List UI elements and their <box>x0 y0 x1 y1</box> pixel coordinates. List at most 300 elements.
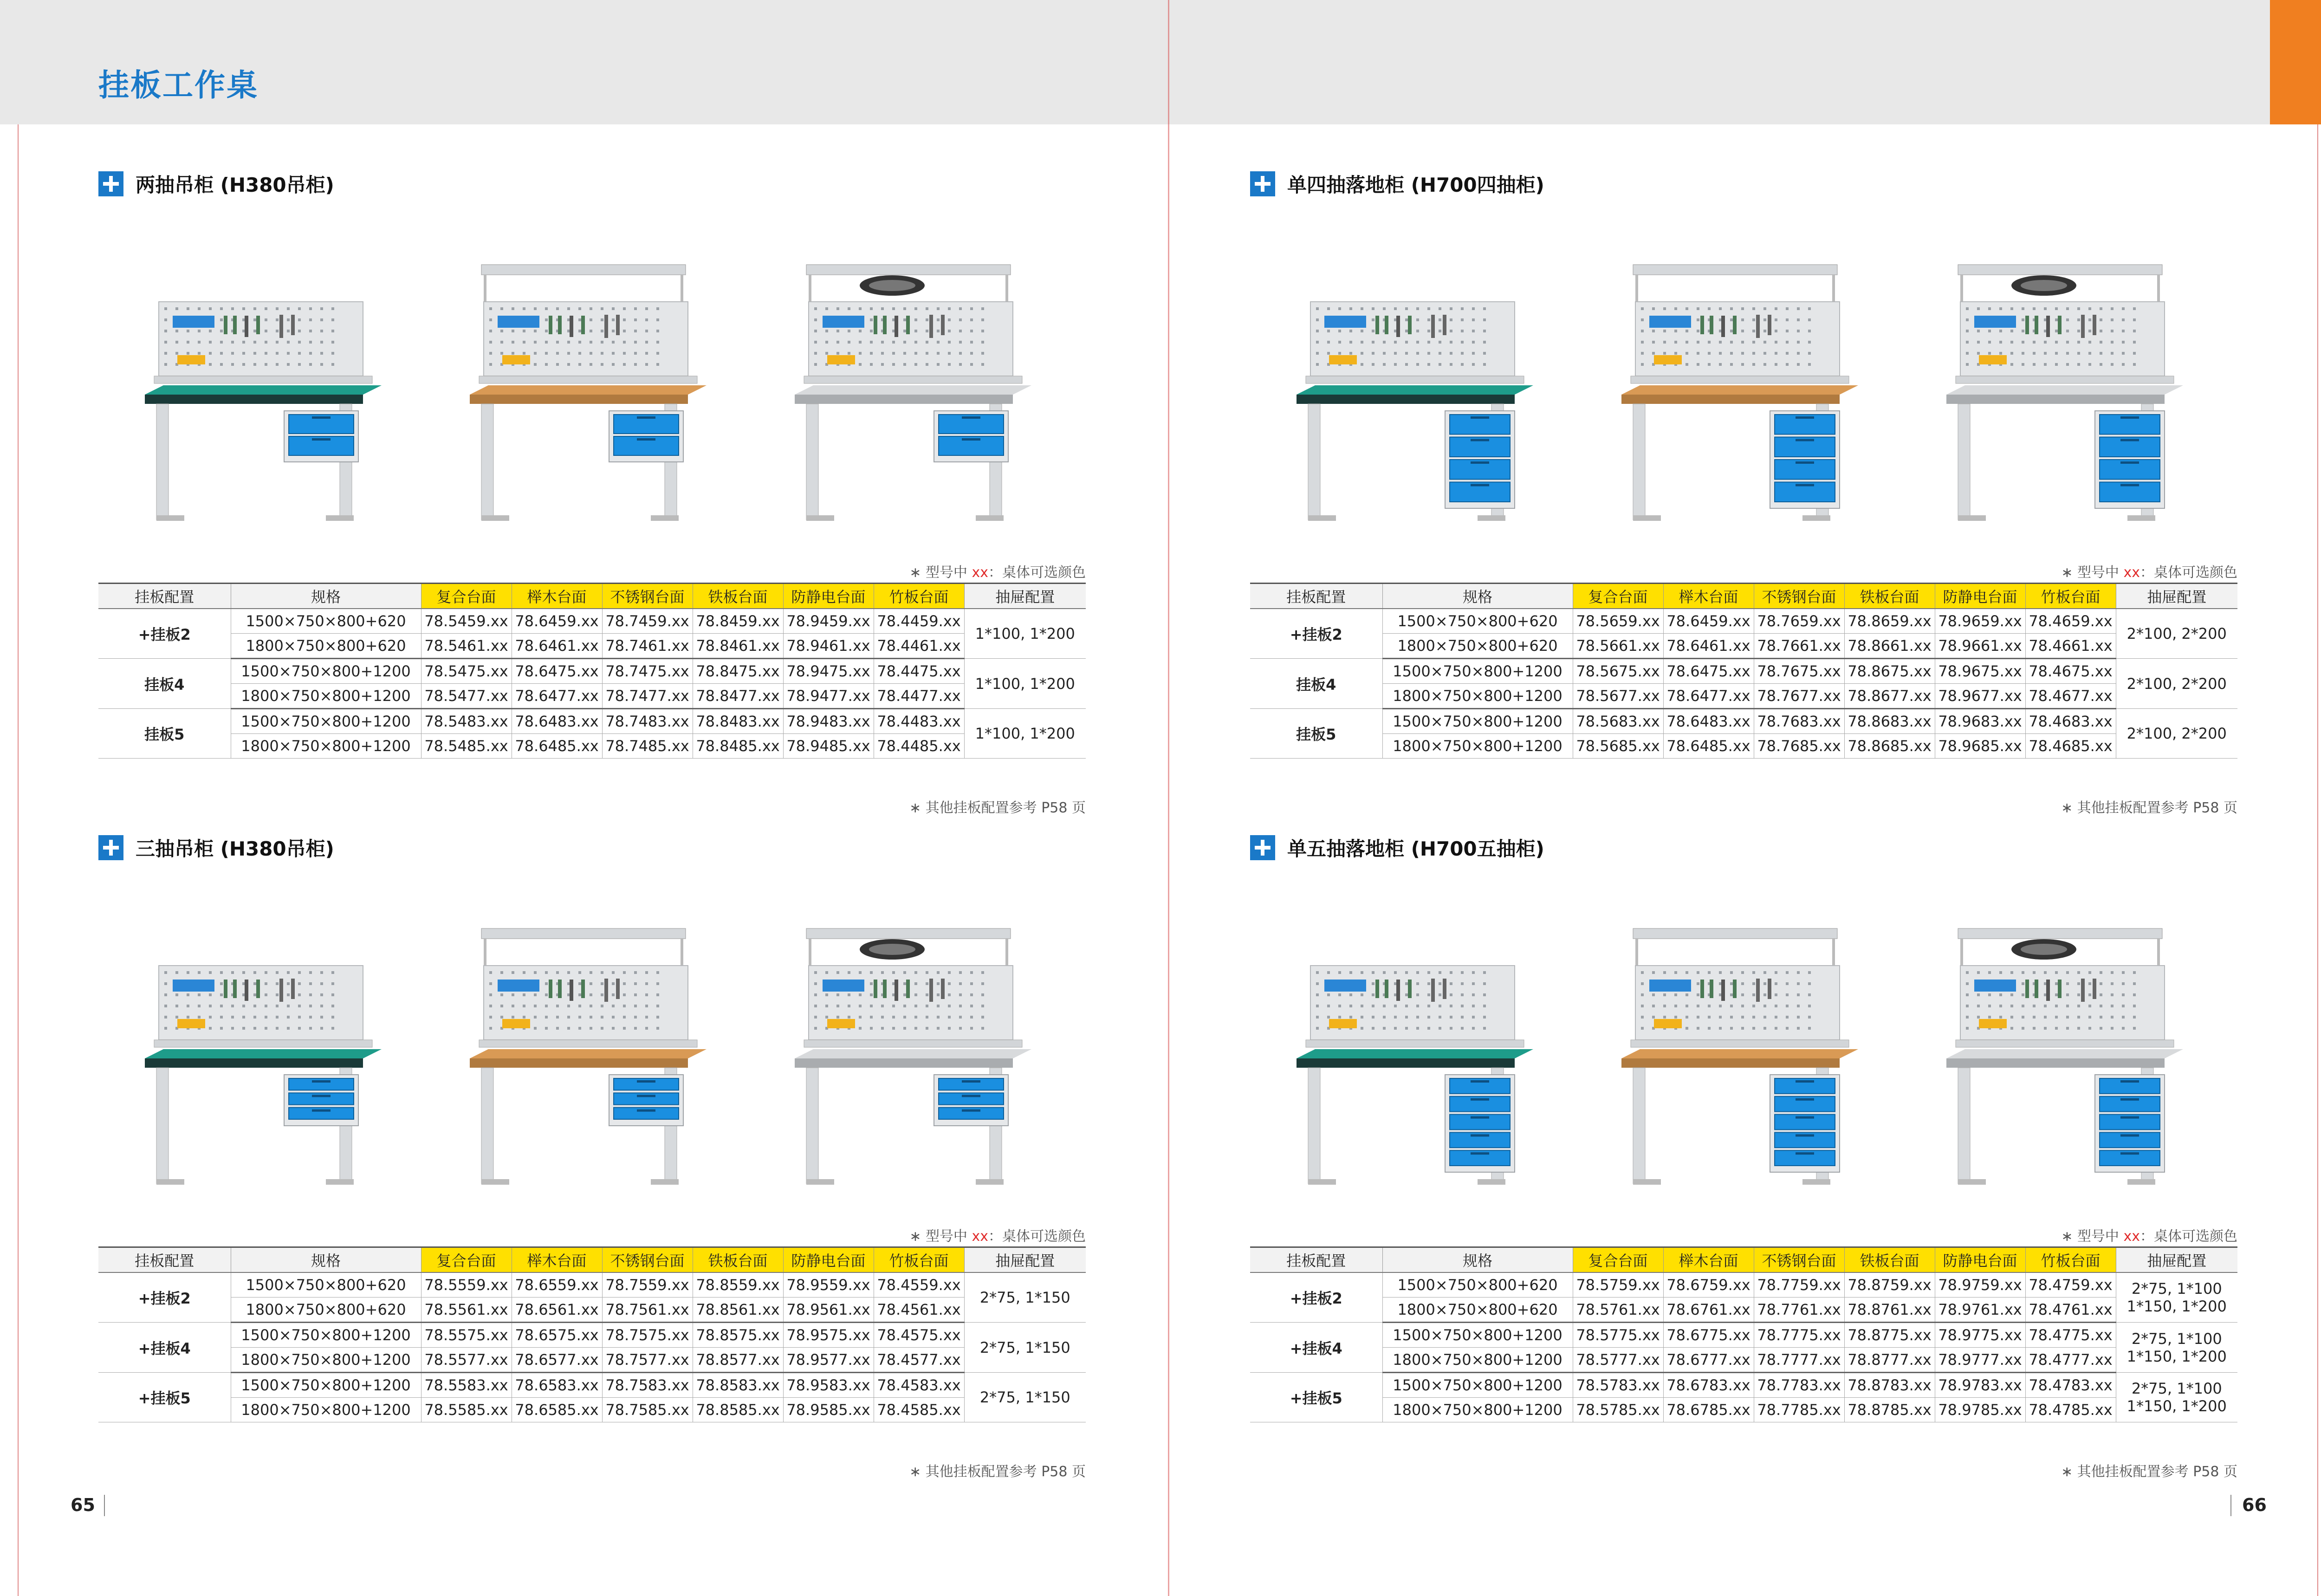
model-code-cell: 78.7475.xx <box>602 659 693 684</box>
model-code-cell: 78.7561.xx <box>602 1298 693 1323</box>
note-prefix: 型号中 <box>925 1228 967 1245</box>
model-code-cell: 78.4483.xx <box>874 709 964 734</box>
model-code-cell: 78.4659.xx <box>2025 609 2116 634</box>
model-code-cell: 78.5785.xx <box>1573 1398 1663 1422</box>
section-title: 单五抽落地柜 (H700五抽柜) <box>1287 837 1544 860</box>
model-code-cell: 78.8461.xx <box>693 634 783 659</box>
note-xx: xx <box>972 564 988 581</box>
spec-table <box>98 583 1086 759</box>
model-code-cell: 78.6575.xx <box>512 1323 602 1348</box>
model-code-cell: 78.5683.xx <box>1573 709 1663 734</box>
note-suffix: ：桌体可选颜色 <box>988 1228 1086 1245</box>
column-header: 复合台面 <box>421 1247 512 1273</box>
model-code-cell: 78.9459.xx <box>783 609 874 634</box>
table-row <box>98 609 1086 634</box>
reference-text: 其他挂板配置参考 P58 页 <box>2077 1464 2237 1480</box>
note-xx: xx <box>972 1228 988 1245</box>
spec-table <box>1250 1246 2237 1422</box>
model-code-cell: 78.8577.xx <box>693 1348 783 1373</box>
drawer-config-cell: 2*75, 1*100 1*150, 1*200 <box>2116 1272 2237 1323</box>
model-code-cell: 78.6475.xx <box>512 659 602 684</box>
model-code-cell: 78.6585.xx <box>512 1398 602 1422</box>
model-code-cell: 78.5475.xx <box>421 659 512 684</box>
table-row <box>1250 659 2237 684</box>
model-code-cell: 78.7783.xx <box>1754 1373 1844 1398</box>
model-code-cell: 78.5685.xx <box>1573 734 1663 759</box>
spec-cell: 1500×750×800+620 <box>231 1272 421 1298</box>
model-code-cell: 78.9585.xx <box>783 1398 874 1422</box>
page-frame-right <box>2317 124 2318 1596</box>
model-code-cell: 78.4775.xx <box>2025 1323 2116 1348</box>
model-code-cell: 78.9677.xx <box>1935 684 2025 709</box>
model-code-cell: 78.7759.xx <box>1754 1272 1844 1298</box>
model-code-cell: 78.4759.xx <box>2025 1272 2116 1298</box>
spec-cell: 1500×750×800+620 <box>231 609 421 634</box>
model-code-cell: 78.5775.xx <box>1573 1323 1663 1348</box>
model-code-cell: 78.8475.xx <box>693 659 783 684</box>
plus-icon <box>1250 171 1275 196</box>
drawer-config-cell: 1*100, 1*200 <box>964 709 1086 759</box>
column-header: 抽屉配置 <box>964 584 1086 609</box>
spec-cell: 1500×750×800+620 <box>1382 1272 1573 1298</box>
model-code-cell: 78.7785.xx <box>1754 1398 1844 1422</box>
table-row <box>1250 1323 2237 1348</box>
model-code-cell: 78.5561.xx <box>421 1298 512 1323</box>
model-code-cell: 78.7559.xx <box>602 1272 693 1298</box>
model-code-cell: 78.5575.xx <box>421 1323 512 1348</box>
table-row <box>98 1348 1086 1373</box>
model-code-cell: 78.7661.xx <box>1754 634 1844 659</box>
model-code-cell: 78.7575.xx <box>602 1323 693 1348</box>
model-code-cell: 78.4559.xx <box>874 1272 964 1298</box>
workbench-image-steel-top <box>1932 905 2192 1202</box>
model-code-cell: 78.6761.xx <box>1663 1298 1754 1323</box>
model-code-cell: 78.4485.xx <box>874 734 964 759</box>
column-header: 不锈钢台面 <box>1754 584 1844 609</box>
column-header: 榉木台面 <box>1663 584 1754 609</box>
model-code-cell: 78.6577.xx <box>512 1348 602 1373</box>
panel-config-cell: +挂板5 <box>1250 1373 1382 1422</box>
model-code-cell: 78.6483.xx <box>512 709 602 734</box>
model-code-cell: 78.8585.xx <box>693 1398 783 1422</box>
drawer-config-cell: 2*100, 2*200 <box>2116 709 2237 759</box>
plus-icon <box>98 835 123 860</box>
column-header: 竹板台面 <box>2025 1247 2116 1273</box>
column-header: 铁板台面 <box>693 1247 783 1273</box>
model-code-cell: 78.8561.xx <box>693 1298 783 1323</box>
spec-cell: 1800×750×800+1200 <box>231 734 421 759</box>
model-code-cell: 78.5661.xx <box>1573 634 1663 659</box>
model-code-cell: 78.9777.xx <box>1935 1348 2025 1373</box>
model-code-cell: 78.8661.xx <box>1844 634 1935 659</box>
note-prefix: 型号中 <box>2077 1228 2119 1245</box>
table-row <box>98 659 1086 684</box>
model-code-cell: 78.4583.xx <box>874 1373 964 1398</box>
workbench-image-beech-top <box>1608 905 1867 1202</box>
section-title: 两抽吊柜 (H380吊柜) <box>136 174 334 196</box>
panel-config-cell: 挂板4 <box>98 659 231 709</box>
page-spine <box>1168 0 1169 1596</box>
model-code-cell: 78.9461.xx <box>783 634 874 659</box>
section-heading <box>98 169 334 198</box>
spec-cell: 1800×750×800+1200 <box>231 1398 421 1422</box>
model-code-cell: 78.9559.xx <box>783 1272 874 1298</box>
model-code-cell: 78.6475.xx <box>1663 659 1754 684</box>
table-header-row <box>1250 584 2237 609</box>
table-row <box>98 684 1086 709</box>
column-header: 复合台面 <box>421 584 512 609</box>
model-code-cell: 78.7477.xx <box>602 684 693 709</box>
panel-config-cell: 挂板4 <box>1250 659 1382 709</box>
note-prefix: 型号中 <box>2077 564 2119 581</box>
model-code-cell: 78.8683.xx <box>1844 709 1935 734</box>
table-row <box>1250 709 2237 734</box>
model-code-cell: 78.9683.xx <box>1935 709 2025 734</box>
panel-config-cell: +挂板2 <box>98 609 231 659</box>
section-heading <box>1250 169 1544 198</box>
table-row <box>98 634 1086 659</box>
column-header: 复合台面 <box>1573 1247 1663 1273</box>
model-code-cell: 78.8677.xx <box>1844 684 1935 709</box>
model-code-cell: 78.9685.xx <box>1935 734 2025 759</box>
model-code-cell: 78.7761.xx <box>1754 1298 1844 1323</box>
model-code-cell: 78.6477.xx <box>1663 684 1754 709</box>
note-bullet: ∗ <box>909 1464 921 1480</box>
model-code-cell: 78.9675.xx <box>1935 659 2025 684</box>
column-header: 挂板配置 <box>98 1247 231 1273</box>
table-row <box>98 734 1086 759</box>
panel-config-cell: +挂板2 <box>1250 609 1382 659</box>
column-header: 榉木台面 <box>1663 1247 1754 1273</box>
column-header: 挂板配置 <box>1250 584 1382 609</box>
spec-cell: 1500×750×800+1200 <box>1382 659 1573 684</box>
model-code-cell: 78.7459.xx <box>602 609 693 634</box>
panel-config-cell: +挂板4 <box>98 1323 231 1373</box>
model-code-cell: 78.8459.xx <box>693 609 783 634</box>
section-title: 单四抽落地柜 (H700四抽柜) <box>1287 174 1544 196</box>
model-code-cell: 78.8775.xx <box>1844 1323 1935 1348</box>
model-code-cell: 78.6461.xx <box>512 634 602 659</box>
reference-text: 其他挂板配置参考 P58 页 <box>925 1464 1086 1480</box>
table-row <box>1250 1373 2237 1398</box>
model-code-cell: 78.5585.xx <box>421 1398 512 1422</box>
column-header: 榉木台面 <box>512 584 602 609</box>
column-header: 规格 <box>231 584 421 609</box>
panel-config-cell: +挂板2 <box>98 1272 231 1323</box>
table-row <box>1250 684 2237 709</box>
model-code-cell: 78.7585.xx <box>602 1398 693 1422</box>
model-code-cell: 78.6485.xx <box>1663 734 1754 759</box>
column-header: 抽屉配置 <box>2116 1247 2237 1273</box>
color-option-note <box>909 1225 1086 1245</box>
drawer-config-cell: 2*75, 1*150 <box>964 1373 1086 1422</box>
model-code-cell: 78.4477.xx <box>874 684 964 709</box>
model-code-cell: 78.4675.xx <box>2025 659 2116 684</box>
column-header: 不锈钢台面 <box>602 584 693 609</box>
drawer-config-cell: 2*75, 1*150 <box>964 1323 1086 1373</box>
column-header: 榉木台面 <box>512 1247 602 1273</box>
model-code-cell: 78.5761.xx <box>1573 1298 1663 1323</box>
drawer-config-cell: 1*100, 1*200 <box>964 609 1086 659</box>
drawer-config-cell: 2*75, 1*100 1*150, 1*200 <box>2116 1373 2237 1422</box>
table-row <box>98 1373 1086 1398</box>
spec-table <box>1250 583 2237 759</box>
spec-cell: 1800×750×800+620 <box>231 634 421 659</box>
model-code-cell: 78.5759.xx <box>1573 1272 1663 1298</box>
column-header: 抽屉配置 <box>2116 584 2237 609</box>
spec-cell: 1800×750×800+620 <box>1382 634 1573 659</box>
column-header: 防静电台面 <box>1935 584 2025 609</box>
spec-cell: 1800×750×800+620 <box>231 1298 421 1323</box>
reference-note <box>2061 1460 2237 1480</box>
model-code-cell: 78.9761.xx <box>1935 1298 2025 1323</box>
page-frame-left <box>18 124 19 1596</box>
model-code-cell: 78.7775.xx <box>1754 1323 1844 1348</box>
model-code-cell: 78.7677.xx <box>1754 684 1844 709</box>
model-code-cell: 78.4677.xx <box>2025 684 2116 709</box>
panel-config-cell: +挂板2 <box>1250 1272 1382 1323</box>
model-code-cell: 78.9485.xx <box>783 734 874 759</box>
model-code-cell: 78.6459.xx <box>1663 609 1754 634</box>
reference-note <box>909 1460 1086 1480</box>
spec-cell: 1500×750×800+1200 <box>231 659 421 684</box>
model-code-cell: 78.5583.xx <box>421 1373 512 1398</box>
table-row <box>1250 1298 2237 1323</box>
model-code-cell: 78.5559.xx <box>421 1272 512 1298</box>
spec-cell: 1500×750×800+1200 <box>231 709 421 734</box>
note-bullet: ∗ <box>2061 564 2073 581</box>
color-option-note <box>2061 1225 2237 1245</box>
model-code-cell: 78.8759.xx <box>1844 1272 1935 1298</box>
panel-config-cell: 挂板5 <box>98 709 231 759</box>
drawer-config-cell: 2*75, 1*100 1*150, 1*200 <box>2116 1323 2237 1373</box>
model-code-cell: 78.5675.xx <box>1573 659 1663 684</box>
model-code-cell: 78.9583.xx <box>783 1373 874 1398</box>
note-bullet: ∗ <box>909 1228 921 1245</box>
column-header: 挂板配置 <box>98 584 231 609</box>
column-header: 规格 <box>1382 1247 1573 1273</box>
reference-text: 其他挂板配置参考 P58 页 <box>925 800 1086 816</box>
drawer-config-cell: 2*100, 2*200 <box>2116 659 2237 709</box>
column-header: 规格 <box>1382 584 1573 609</box>
column-header: 竹板台面 <box>2025 584 2116 609</box>
note-suffix: ：桌体可选颜色 <box>2140 1228 2237 1245</box>
model-code-cell: 78.6785.xx <box>1663 1398 1754 1422</box>
column-header: 防静电台面 <box>783 584 874 609</box>
workbench-image-composite-top <box>1283 905 1543 1202</box>
model-code-cell: 78.7583.xx <box>602 1373 693 1398</box>
spec-table <box>98 1246 1086 1422</box>
model-code-cell: 78.5577.xx <box>421 1348 512 1373</box>
workbench-image-beech-top <box>1608 241 1867 538</box>
model-code-cell: 78.8685.xx <box>1844 734 1935 759</box>
model-code-cell: 78.6783.xx <box>1663 1373 1754 1398</box>
table-row <box>98 1298 1086 1323</box>
spec-cell: 1800×750×800+1200 <box>1382 734 1573 759</box>
section-heading <box>1250 833 1544 862</box>
model-code-cell: 78.4661.xx <box>2025 634 2116 659</box>
spec-cell: 1800×750×800+1200 <box>1382 1398 1573 1422</box>
note-bullet: ∗ <box>2061 1228 2073 1245</box>
model-code-cell: 78.5659.xx <box>1573 609 1663 634</box>
column-header: 复合台面 <box>1573 584 1663 609</box>
model-code-cell: 78.8785.xx <box>1844 1398 1935 1422</box>
column-header: 规格 <box>231 1247 421 1273</box>
model-code-cell: 78.5461.xx <box>421 634 512 659</box>
spec-cell: 1500×750×800+1200 <box>1382 1373 1573 1398</box>
note-xx: xx <box>2123 1228 2140 1245</box>
table-header-row <box>1250 1247 2237 1273</box>
model-code-cell: 78.4459.xx <box>874 609 964 634</box>
section-heading <box>98 833 334 862</box>
model-code-cell: 78.9661.xx <box>1935 634 2025 659</box>
workbench-image-beech-top <box>456 905 716 1202</box>
table-row <box>98 1323 1086 1348</box>
model-code-cell: 78.7485.xx <box>602 734 693 759</box>
column-header: 防静电台面 <box>1935 1247 2025 1273</box>
column-header: 铁板台面 <box>1844 1247 1935 1273</box>
model-code-cell: 78.9783.xx <box>1935 1373 2025 1398</box>
spec-cell: 1800×750×800+1200 <box>1382 684 1573 709</box>
note-bullet: ∗ <box>2061 1464 2073 1480</box>
plus-icon <box>1250 835 1275 860</box>
model-code-cell: 78.7777.xx <box>1754 1348 1844 1373</box>
table-row <box>1250 634 2237 659</box>
drawer-config-cell: 2*100, 2*200 <box>2116 609 2237 659</box>
model-code-cell: 78.6561.xx <box>512 1298 602 1323</box>
model-code-cell: 78.9561.xx <box>783 1298 874 1323</box>
model-code-cell: 78.6759.xx <box>1663 1272 1754 1298</box>
workbench-image-composite-top <box>131 241 391 538</box>
model-code-cell: 78.5485.xx <box>421 734 512 759</box>
note-bullet: ∗ <box>909 800 921 816</box>
plus-icon <box>98 171 123 196</box>
note-bullet: ∗ <box>909 564 921 581</box>
model-code-cell: 78.6775.xx <box>1663 1323 1754 1348</box>
workbench-image-beech-top <box>456 241 716 538</box>
model-code-cell: 78.7461.xx <box>602 634 693 659</box>
model-code-cell: 78.4761.xx <box>2025 1298 2116 1323</box>
spec-cell: 1500×750×800+1200 <box>1382 1323 1573 1348</box>
model-code-cell: 78.9785.xx <box>1935 1398 2025 1422</box>
page-number-divider <box>104 1495 105 1516</box>
model-code-cell: 78.6483.xx <box>1663 709 1754 734</box>
model-code-cell: 78.9477.xx <box>783 684 874 709</box>
model-code-cell: 78.4683.xx <box>2025 709 2116 734</box>
page-number-left: 65 <box>71 1495 95 1515</box>
model-code-cell: 78.7483.xx <box>602 709 693 734</box>
panel-config-cell: 挂板5 <box>1250 709 1382 759</box>
table-row <box>1250 1348 2237 1373</box>
model-code-cell: 78.8477.xx <box>693 684 783 709</box>
table-row <box>1250 1272 2237 1298</box>
orange-corner-tab <box>2270 0 2321 124</box>
column-header: 挂板配置 <box>1250 1247 1382 1273</box>
model-code-cell: 78.8575.xx <box>693 1323 783 1348</box>
model-code-cell: 78.5677.xx <box>1573 684 1663 709</box>
model-code-cell: 78.4577.xx <box>874 1348 964 1373</box>
column-header: 不锈钢台面 <box>1754 1247 1844 1273</box>
model-code-cell: 78.8485.xx <box>693 734 783 759</box>
page-number-divider <box>2230 1495 2231 1516</box>
model-code-cell: 78.8675.xx <box>1844 659 1935 684</box>
model-code-cell: 78.8559.xx <box>693 1272 783 1298</box>
model-code-cell: 78.9759.xx <box>1935 1272 2025 1298</box>
spec-cell: 1500×750×800+1200 <box>1382 709 1573 734</box>
model-code-cell: 78.8483.xx <box>693 709 783 734</box>
model-code-cell: 78.9775.xx <box>1935 1323 2025 1348</box>
model-code-cell: 78.6461.xx <box>1663 634 1754 659</box>
workbench-image-composite-top <box>131 905 391 1202</box>
model-code-cell: 78.4461.xx <box>874 634 964 659</box>
model-code-cell: 78.4575.xx <box>874 1323 964 1348</box>
table-header-row <box>98 584 1086 609</box>
model-code-cell: 78.4777.xx <box>2025 1348 2116 1373</box>
table-row <box>1250 734 2237 759</box>
model-code-cell: 78.4685.xx <box>2025 734 2116 759</box>
model-code-cell: 78.4785.xx <box>2025 1398 2116 1422</box>
model-code-cell: 78.4561.xx <box>874 1298 964 1323</box>
model-code-cell: 78.5783.xx <box>1573 1373 1663 1398</box>
spec-cell: 1500×750×800+620 <box>1382 609 1573 634</box>
model-code-cell: 78.8761.xx <box>1844 1298 1935 1323</box>
model-code-cell: 78.7685.xx <box>1754 734 1844 759</box>
table-row <box>98 1398 1086 1422</box>
spec-cell: 1800×750×800+1200 <box>231 1348 421 1373</box>
model-code-cell: 78.5483.xx <box>421 709 512 734</box>
table-header-row <box>98 1247 1086 1273</box>
column-header: 竹板台面 <box>874 1247 964 1273</box>
drawer-config-cell: 1*100, 1*200 <box>964 659 1086 709</box>
model-code-cell: 78.9575.xx <box>783 1323 874 1348</box>
table-row <box>98 709 1086 734</box>
model-code-cell: 78.4475.xx <box>874 659 964 684</box>
model-code-cell: 78.6459.xx <box>512 609 602 634</box>
reference-note <box>2061 796 2237 817</box>
model-code-cell: 78.8583.xx <box>693 1373 783 1398</box>
spec-cell: 1500×750×800+1200 <box>231 1323 421 1348</box>
model-code-cell: 78.6559.xx <box>512 1272 602 1298</box>
model-code-cell: 78.4585.xx <box>874 1398 964 1422</box>
note-prefix: 型号中 <box>925 564 967 581</box>
column-header: 抽屉配置 <box>964 1247 1086 1273</box>
section-title: 三抽吊柜 (H380吊柜) <box>136 837 334 860</box>
model-code-cell: 78.7577.xx <box>602 1348 693 1373</box>
model-code-cell: 78.8659.xx <box>1844 609 1935 634</box>
note-suffix: ：桌体可选颜色 <box>2140 564 2237 581</box>
note-bullet: ∗ <box>2061 800 2073 816</box>
table-row <box>1250 609 2237 634</box>
column-header: 竹板台面 <box>874 584 964 609</box>
reference-note <box>909 796 1086 817</box>
model-code-cell: 78.9483.xx <box>783 709 874 734</box>
reference-text: 其他挂板配置参考 P58 页 <box>2077 800 2237 816</box>
model-code-cell: 78.9577.xx <box>783 1348 874 1373</box>
page-title: 挂板工作桌 <box>98 67 259 103</box>
model-code-cell: 78.6583.xx <box>512 1373 602 1398</box>
model-code-cell: 78.5459.xx <box>421 609 512 634</box>
model-code-cell: 78.6777.xx <box>1663 1348 1754 1373</box>
model-code-cell: 78.7683.xx <box>1754 709 1844 734</box>
column-header: 铁板台面 <box>1844 584 1935 609</box>
workbench-image-steel-top <box>781 241 1041 538</box>
panel-config-cell: +挂板5 <box>98 1373 231 1422</box>
header-band <box>0 0 2270 124</box>
model-code-cell: 78.7675.xx <box>1754 659 1844 684</box>
model-code-cell: 78.5777.xx <box>1573 1348 1663 1373</box>
column-header: 防静电台面 <box>783 1247 874 1273</box>
spec-cell: 1800×750×800+620 <box>1382 1298 1573 1323</box>
